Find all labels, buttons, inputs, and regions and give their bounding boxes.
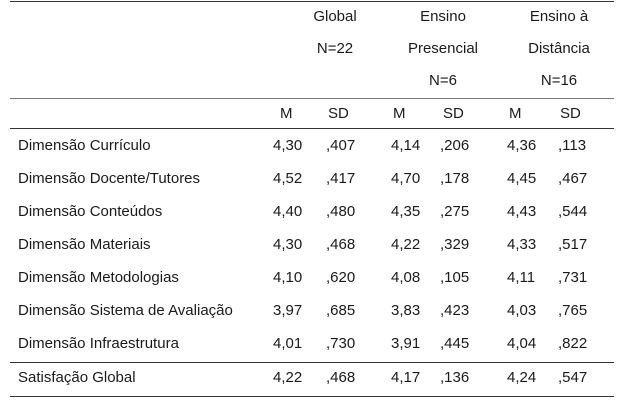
cell: ,480 <box>326 203 356 220</box>
group-distancia-subtitle: Distância <box>528 40 590 57</box>
row-label: Dimensão Currículo <box>18 137 151 154</box>
row-label: Dimensão Sistema de Avaliação <box>18 302 233 319</box>
cell: 4,11 <box>507 269 536 286</box>
cell: 4,10 <box>273 269 303 286</box>
cell: 4,30 <box>273 236 303 253</box>
cell: ,544 <box>558 203 588 220</box>
cell: ,417 <box>326 170 356 187</box>
group-presencial-subtitle: Presencial <box>407 40 479 57</box>
cell: ,731 <box>558 269 588 286</box>
summary-label: Satisfação Global <box>18 369 136 386</box>
cell: 4,04 <box>507 335 537 352</box>
subheader-global-m: M <box>280 105 293 122</box>
subheader-presencial-sd: SD <box>443 105 464 122</box>
subheader-distancia-sd: SD <box>560 105 581 122</box>
group-global-n: N=22 <box>316 40 354 57</box>
cell: ,423 <box>440 302 470 319</box>
bottom-rule <box>10 396 614 397</box>
group-distancia-title: Ensino à <box>529 8 589 25</box>
cell: 4,08 <box>391 269 421 286</box>
cell: 4,01 <box>273 335 303 352</box>
cell: 4,35 <box>391 203 421 220</box>
subheader-presencial-m: M <box>393 105 406 122</box>
cell: ,765 <box>558 302 588 319</box>
cell: 4,40 <box>273 203 303 220</box>
cell: 4,70 <box>391 170 421 187</box>
cell: ,620 <box>326 269 356 286</box>
cell: 4,52 <box>273 170 303 187</box>
cell: ,730 <box>326 335 356 352</box>
group-distancia-n: N=16 <box>540 72 578 89</box>
row-label: Dimensão Metodologias <box>18 269 179 286</box>
cell: 4,14 <box>391 137 421 154</box>
header-mid-rule <box>10 98 614 99</box>
cell: ,178 <box>440 170 470 187</box>
cell: 4,22 <box>273 369 303 386</box>
cell: ,547 <box>558 369 588 386</box>
cell: ,685 <box>326 302 356 319</box>
subheader-distancia-m: M <box>509 105 522 122</box>
header-bottom-rule <box>10 128 614 129</box>
cell: ,822 <box>558 335 588 352</box>
row-label: Dimensão Infraestrutura <box>18 335 179 352</box>
cell: ,468 <box>326 369 356 386</box>
cell: 4,45 <box>507 170 537 187</box>
cell: 4,22 <box>391 236 421 253</box>
cell: ,105 <box>440 269 470 286</box>
group-global-title: Global <box>313 8 357 25</box>
group-presencial-title: Ensino <box>420 8 466 25</box>
row-label: Dimensão Conteúdos <box>18 203 163 220</box>
cell: ,113 <box>558 137 587 154</box>
cell: 4,17 <box>391 369 421 386</box>
cell: ,206 <box>440 137 470 154</box>
cell: 3,83 <box>391 302 421 319</box>
cell: 4,43 <box>507 203 537 220</box>
cell: 4,36 <box>507 137 537 154</box>
row-label: Dimensão Materiais <box>18 236 151 253</box>
results-table <box>10 0 614 401</box>
cell: ,329 <box>440 236 470 253</box>
cell: ,407 <box>326 137 356 154</box>
cell: ,517 <box>558 236 588 253</box>
subheader-global-sd: SD <box>328 105 349 122</box>
cell: ,445 <box>440 335 470 352</box>
top-rule <box>10 1 614 2</box>
group-presencial-n: N=6 <box>429 72 457 89</box>
cell: ,136 <box>440 369 470 386</box>
cell: 3,91 <box>391 335 421 352</box>
cell: 4,33 <box>507 236 537 253</box>
cell: 4,03 <box>507 302 537 319</box>
summary-rule <box>10 362 614 363</box>
cell: 4,30 <box>273 137 303 154</box>
row-label: Dimensão Docente/Tutores <box>18 170 201 187</box>
cell: ,467 <box>558 170 588 187</box>
cell: ,275 <box>440 203 470 220</box>
cell: 4,24 <box>507 369 537 386</box>
cell: 3,97 <box>273 302 303 319</box>
cell: ,468 <box>326 236 356 253</box>
